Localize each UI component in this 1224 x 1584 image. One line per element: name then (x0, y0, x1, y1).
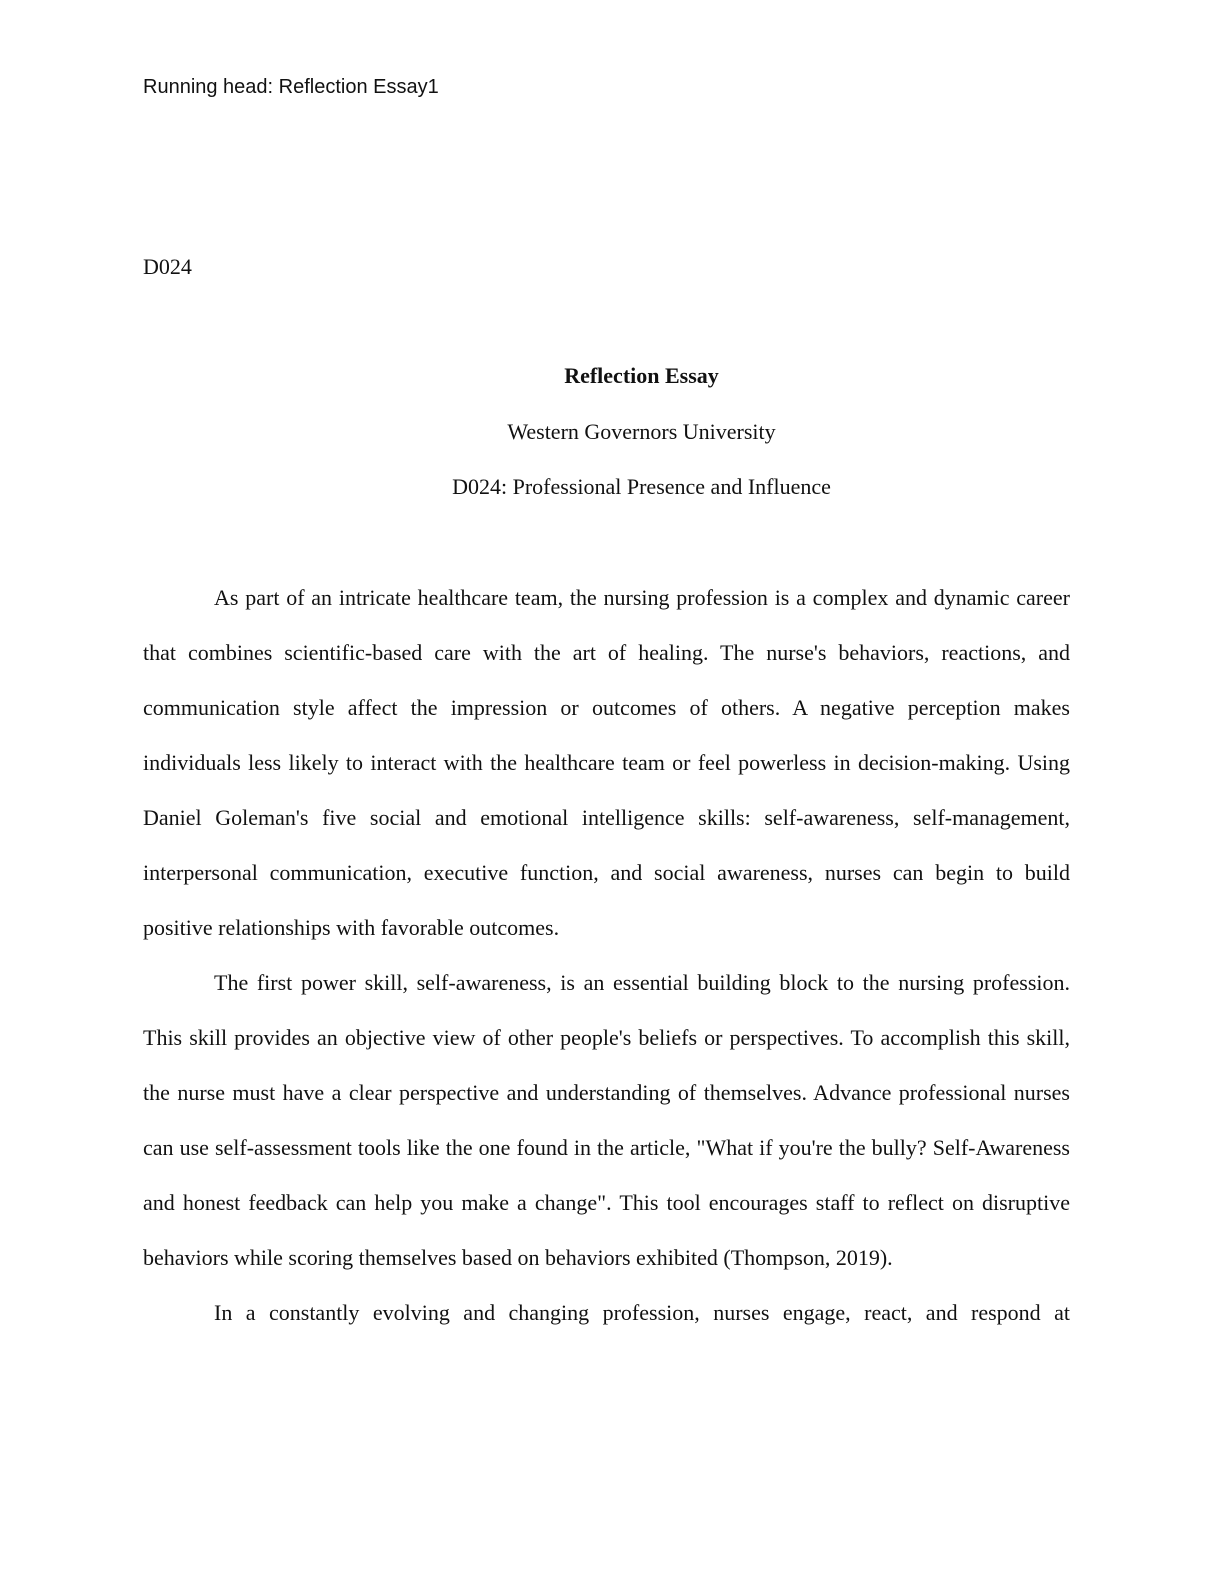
course-code: D024 (143, 254, 192, 279)
essay-title: Reflection Essay (564, 363, 719, 388)
running-head: Running head: Reflection Essay1 (143, 76, 439, 98)
paragraph-continuation: In a constantly evolving and changing profession, nurses engage, react, and respond at (214, 1300, 1070, 1325)
institution-name: Western Governors University (507, 419, 776, 444)
paragraph-intro: As part of an intricate healthcare team, the nursing profession is a complex and dynamic career that combines scientific-based care with the art of healing. The nurse's behaviors, reactions, and communication style affect the impression or outcomes of others. A negative perception makes individuals less likely to interact with the healthcare team or feel powerless in decision-making. Using Daniel Goleman's five social and emotional intelligence skills: self-awareness, self-management, interpersonal communication, executive function, and social awareness, nurses can begin to build positive relationships with favorable outcomes. (143, 585, 1070, 940)
essay-body (143, 570, 1070, 1340)
course-name: D024: Professional Presence and Influence (452, 474, 831, 499)
paragraph-self-awareness: The first power skill, self-awareness, is an essential building block to the nursing profession. This skill provides an objective view of other people's beliefs or perspectives. To accomplish this skill, the nurse must have a clear perspective and understanding of themselves. Advance professional nurses can use self-assessment tools like the one found in the article, "What if you're the bully? Self-Awareness and honest feedback can help you make a change". This tool encourages staff to reflect on disruptive behaviors while scoring themselves based on behaviors exhibited (Thompson, 2019). (143, 970, 1070, 1270)
